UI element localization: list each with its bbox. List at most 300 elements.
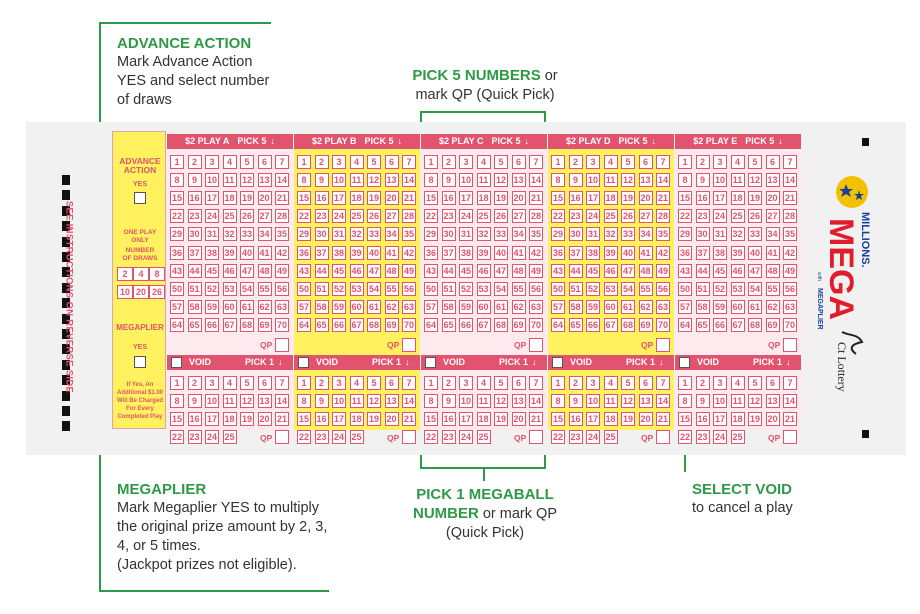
megaball-cell[interactable]: 8 <box>424 394 438 408</box>
number-cell[interactable]: 16 <box>570 193 581 204</box>
megaball-cell[interactable]: 17 <box>714 414 725 425</box>
number-cell[interactable]: 38 <box>206 247 217 258</box>
number-cell[interactable]: 30 <box>570 229 581 240</box>
number-cell[interactable]: 7 <box>275 155 289 169</box>
number-cell[interactable]: 57 <box>298 301 309 312</box>
megaball-cell[interactable]: 21 <box>276 414 287 425</box>
number-cell[interactable]: 68 <box>749 319 760 330</box>
number-cell[interactable]: 3 <box>332 155 346 169</box>
number-cell[interactable]: 26 <box>241 211 252 222</box>
number-cell[interactable]: 60 <box>732 301 743 312</box>
number-cell[interactable]: 58 <box>189 301 200 312</box>
megaball-cell[interactable]: 13 <box>259 396 270 407</box>
number-cell[interactable]: 45 <box>460 265 471 276</box>
megaball-cell[interactable]: 11 <box>223 394 237 408</box>
number-cell[interactable]: 10 <box>587 175 598 186</box>
number-cell[interactable]: 24 <box>460 211 471 222</box>
number-cell[interactable]: 58 <box>697 301 708 312</box>
number-cell[interactable]: 70 <box>530 319 541 330</box>
number-cell[interactable]: 21 <box>403 193 414 204</box>
number-cell[interactable]: 48 <box>513 265 524 276</box>
megaball-cell[interactable]: 1 <box>297 376 311 390</box>
number-cell[interactable]: 6 <box>512 155 526 169</box>
number-cell[interactable]: 24 <box>333 211 344 222</box>
quick-pick-checkbox[interactable] <box>656 338 670 352</box>
number-cell[interactable]: 35 <box>784 229 795 240</box>
megaball-cell[interactable]: 4 <box>350 376 364 390</box>
number-cell[interactable]: 7 <box>529 155 543 169</box>
number-cell[interactable]: 4 <box>731 155 745 169</box>
number-cell[interactable]: 28 <box>530 211 541 222</box>
number-cell[interactable]: 7 <box>656 155 670 169</box>
number-cell[interactable]: 70 <box>403 319 414 330</box>
number-cell[interactable]: 34 <box>386 229 397 240</box>
megaball-cell[interactable]: 22 <box>171 432 182 443</box>
number-cell[interactable]: 28 <box>784 211 795 222</box>
number-cell[interactable]: 6 <box>766 155 780 169</box>
number-cell[interactable]: 2 <box>442 155 456 169</box>
megaball-cell[interactable]: 4 <box>223 376 237 390</box>
number-cell[interactable]: 36 <box>298 247 309 258</box>
number-cell[interactable]: 47 <box>622 265 633 276</box>
number-cell[interactable]: 58 <box>570 301 581 312</box>
number-cell[interactable]: 21 <box>276 193 287 204</box>
number-cell[interactable]: 29 <box>425 229 436 240</box>
megaball-cell[interactable]: 18 <box>605 414 616 425</box>
megaball-cell[interactable]: 14 <box>657 396 668 407</box>
megaball-cell[interactable]: 19 <box>241 414 252 425</box>
number-cell[interactable]: 1 <box>297 155 311 169</box>
number-cell[interactable]: 67 <box>351 319 362 330</box>
number-cell[interactable]: 2 <box>696 155 710 169</box>
megaball-cell[interactable]: 15 <box>171 414 182 425</box>
number-cell[interactable]: 48 <box>259 265 270 276</box>
number-cell[interactable]: 31 <box>714 229 725 240</box>
megaball-cell[interactable]: 9 <box>442 394 456 408</box>
void-checkbox[interactable] <box>679 357 690 368</box>
megaball-cell[interactable]: 11 <box>604 394 618 408</box>
number-cell[interactable]: 37 <box>570 247 581 258</box>
number-cell[interactable]: 26 <box>368 211 379 222</box>
megaball-cell[interactable]: 25 <box>732 432 743 443</box>
megaplier-yes-checkbox[interactable] <box>134 356 146 368</box>
number-cell[interactable]: 27 <box>259 211 270 222</box>
number-cell[interactable]: 4 <box>350 155 364 169</box>
megaball-quick-pick-checkbox[interactable] <box>656 430 670 444</box>
megaball-quick-pick-checkbox[interactable] <box>529 430 543 444</box>
number-cell[interactable]: 68 <box>622 319 633 330</box>
megaball-cell[interactable]: 13 <box>386 396 397 407</box>
number-cell[interactable]: 34 <box>767 229 778 240</box>
number-cell[interactable]: 63 <box>784 301 795 312</box>
number-cell[interactable]: 9 <box>569 173 583 187</box>
number-cell[interactable]: 62 <box>386 301 397 312</box>
number-cell[interactable]: 5 <box>748 155 762 169</box>
number-cell[interactable]: 44 <box>697 265 708 276</box>
megaball-cell[interactable]: 14 <box>276 396 287 407</box>
number-cell[interactable]: 61 <box>368 301 379 312</box>
number-cell[interactable]: 29 <box>679 229 690 240</box>
number-cell[interactable]: 40 <box>368 247 379 258</box>
number-cell[interactable]: 31 <box>587 229 598 240</box>
megaball-cell[interactable]: 2 <box>442 376 456 390</box>
number-cell[interactable]: 23 <box>316 211 327 222</box>
number-cell[interactable]: 18 <box>224 193 235 204</box>
number-cell[interactable]: 42 <box>784 247 795 258</box>
number-cell[interactable]: 9 <box>442 173 456 187</box>
megaball-cell[interactable]: 4 <box>604 376 618 390</box>
number-cell[interactable]: 61 <box>622 301 633 312</box>
megaball-cell[interactable]: 12 <box>495 396 506 407</box>
megaball-cell[interactable]: 24 <box>333 432 344 443</box>
number-cell[interactable]: 55 <box>767 283 778 294</box>
number-cell[interactable]: 16 <box>189 193 200 204</box>
number-cell[interactable]: 14 <box>276 175 287 186</box>
number-cell[interactable]: 11 <box>477 173 491 187</box>
number-cell[interactable]: 62 <box>513 301 524 312</box>
number-cell[interactable]: 62 <box>767 301 778 312</box>
megaball-cell[interactable]: 19 <box>495 414 506 425</box>
number-cell[interactable]: 36 <box>171 247 182 258</box>
megaball-cell[interactable]: 24 <box>587 432 598 443</box>
number-cell[interactable]: 65 <box>316 319 327 330</box>
number-cell[interactable]: 43 <box>298 265 309 276</box>
quick-pick-checkbox[interactable] <box>275 338 289 352</box>
number-cell[interactable]: 7 <box>402 155 416 169</box>
number-cell[interactable]: 4 <box>604 155 618 169</box>
number-cell[interactable]: 43 <box>425 265 436 276</box>
number-cell[interactable]: 52 <box>714 283 725 294</box>
megaball-cell[interactable]: 17 <box>206 414 217 425</box>
number-cell[interactable]: 54 <box>495 283 506 294</box>
number-cell[interactable]: 55 <box>513 283 524 294</box>
number-cell[interactable]: 19 <box>241 193 252 204</box>
number-cell[interactable]: 45 <box>587 265 598 276</box>
number-cell[interactable]: 6 <box>258 155 272 169</box>
number-cell[interactable]: 52 <box>460 283 471 294</box>
number-cell[interactable]: 22 <box>171 211 182 222</box>
number-cell[interactable]: 67 <box>732 319 743 330</box>
number-cell[interactable]: 34 <box>640 229 651 240</box>
megaball-cell[interactable]: 5 <box>748 376 762 390</box>
number-cell[interactable]: 59 <box>587 301 598 312</box>
megaball-cell[interactable]: 19 <box>622 414 633 425</box>
number-cell[interactable]: 67 <box>478 319 489 330</box>
number-cell[interactable]: 38 <box>587 247 598 258</box>
number-cell[interactable]: 37 <box>189 247 200 258</box>
megaball-cell[interactable]: 18 <box>351 414 362 425</box>
megaball-cell[interactable]: 7 <box>275 376 289 390</box>
megaball-cell[interactable]: 24 <box>714 432 725 443</box>
number-cell[interactable]: 50 <box>171 283 182 294</box>
megaball-cell[interactable]: 6 <box>766 376 780 390</box>
number-cell[interactable]: 56 <box>276 283 287 294</box>
number-cell[interactable]: 70 <box>784 319 795 330</box>
number-cell[interactable]: 30 <box>316 229 327 240</box>
megaball-cell[interactable]: 18 <box>224 414 235 425</box>
megaball-cell[interactable]: 6 <box>512 376 526 390</box>
number-cell[interactable]: 39 <box>351 247 362 258</box>
megaball-cell[interactable]: 11 <box>350 394 364 408</box>
number-cell[interactable]: 10 <box>206 175 217 186</box>
megaball-cell[interactable]: 20 <box>386 414 397 425</box>
number-cell[interactable]: 60 <box>351 301 362 312</box>
void-checkbox[interactable] <box>171 357 182 368</box>
number-cell[interactable]: 14 <box>530 175 541 186</box>
number-cell[interactable]: 65 <box>443 319 454 330</box>
number-cell[interactable]: 31 <box>333 229 344 240</box>
number-cell[interactable]: 26 <box>495 211 506 222</box>
megaball-cell[interactable]: 22 <box>298 432 309 443</box>
number-cell[interactable]: 18 <box>351 193 362 204</box>
megaball-cell[interactable]: 13 <box>513 396 524 407</box>
number-cell[interactable]: 50 <box>298 283 309 294</box>
number-cell[interactable]: 44 <box>189 265 200 276</box>
draws-option[interactable]: 10 <box>117 285 133 299</box>
number-cell[interactable]: 55 <box>640 283 651 294</box>
number-cell[interactable]: 35 <box>276 229 287 240</box>
number-cell[interactable]: 26 <box>749 211 760 222</box>
number-cell[interactable]: 41 <box>513 247 524 258</box>
megaball-cell[interactable]: 5 <box>240 376 254 390</box>
number-cell[interactable]: 39 <box>478 247 489 258</box>
number-cell[interactable]: 28 <box>276 211 287 222</box>
number-cell[interactable]: 10 <box>460 175 471 186</box>
number-cell[interactable]: 49 <box>403 265 414 276</box>
number-cell[interactable]: 38 <box>460 247 471 258</box>
number-cell[interactable]: 54 <box>622 283 633 294</box>
number-cell[interactable]: 17 <box>206 193 217 204</box>
megaball-cell[interactable]: 7 <box>529 376 543 390</box>
megaball-cell[interactable]: 8 <box>678 394 692 408</box>
number-cell[interactable]: 57 <box>679 301 690 312</box>
number-cell[interactable]: 23 <box>189 211 200 222</box>
number-cell[interactable]: 38 <box>333 247 344 258</box>
number-cell[interactable]: 21 <box>784 193 795 204</box>
number-cell[interactable]: 12 <box>749 175 760 186</box>
number-cell[interactable]: 19 <box>749 193 760 204</box>
megaball-cell[interactable]: 12 <box>241 396 252 407</box>
megaball-cell[interactable]: 15 <box>679 414 690 425</box>
number-cell[interactable]: 47 <box>749 265 760 276</box>
number-cell[interactable]: 12 <box>622 175 633 186</box>
megaball-cell[interactable]: 13 <box>640 396 651 407</box>
number-cell[interactable]: 14 <box>784 175 795 186</box>
megaball-cell[interactable]: 14 <box>403 396 414 407</box>
number-cell[interactable]: 50 <box>425 283 436 294</box>
number-cell[interactable]: 64 <box>171 319 182 330</box>
number-cell[interactable]: 48 <box>640 265 651 276</box>
number-cell[interactable]: 5 <box>621 155 635 169</box>
megaball-cell[interactable]: 3 <box>205 376 219 390</box>
number-cell[interactable]: 59 <box>206 301 217 312</box>
number-cell[interactable]: 32 <box>224 229 235 240</box>
number-cell[interactable]: 16 <box>316 193 327 204</box>
number-cell[interactable]: 46 <box>732 265 743 276</box>
megaball-cell[interactable]: 19 <box>749 414 760 425</box>
megaball-cell[interactable]: 21 <box>403 414 414 425</box>
number-cell[interactable]: 40 <box>749 247 760 258</box>
number-cell[interactable]: 24 <box>714 211 725 222</box>
megaball-cell[interactable]: 20 <box>767 414 778 425</box>
megaball-cell[interactable]: 9 <box>569 394 583 408</box>
number-cell[interactable]: 33 <box>241 229 252 240</box>
number-cell[interactable]: 57 <box>171 301 182 312</box>
number-cell[interactable]: 43 <box>171 265 182 276</box>
number-cell[interactable]: 17 <box>333 193 344 204</box>
megaball-cell[interactable]: 16 <box>316 414 327 425</box>
number-cell[interactable]: 43 <box>679 265 690 276</box>
megaball-cell[interactable]: 10 <box>714 396 725 407</box>
number-cell[interactable]: 49 <box>530 265 541 276</box>
number-cell[interactable]: 1 <box>424 155 438 169</box>
number-cell[interactable]: 61 <box>749 301 760 312</box>
number-cell[interactable]: 59 <box>333 301 344 312</box>
megaball-cell[interactable]: 19 <box>368 414 379 425</box>
number-cell[interactable]: 42 <box>657 247 668 258</box>
number-cell[interactable]: 47 <box>495 265 506 276</box>
number-cell[interactable]: 30 <box>443 229 454 240</box>
megaball-quick-pick-checkbox[interactable] <box>275 430 289 444</box>
megaball-cell[interactable]: 20 <box>640 414 651 425</box>
number-cell[interactable]: 49 <box>657 265 668 276</box>
megaball-cell[interactable]: 7 <box>783 376 797 390</box>
number-cell[interactable]: 5 <box>240 155 254 169</box>
number-cell[interactable]: 32 <box>478 229 489 240</box>
megaball-cell[interactable]: 1 <box>678 376 692 390</box>
number-cell[interactable]: 36 <box>552 247 563 258</box>
number-cell[interactable]: 42 <box>530 247 541 258</box>
number-cell[interactable]: 34 <box>513 229 524 240</box>
number-cell[interactable]: 1 <box>551 155 565 169</box>
number-cell[interactable]: 16 <box>443 193 454 204</box>
number-cell[interactable]: 49 <box>784 265 795 276</box>
number-cell[interactable]: 61 <box>241 301 252 312</box>
number-cell[interactable]: 60 <box>224 301 235 312</box>
number-cell[interactable]: 15 <box>298 193 309 204</box>
megaball-cell[interactable]: 20 <box>259 414 270 425</box>
number-cell[interactable]: 17 <box>714 193 725 204</box>
number-cell[interactable]: 34 <box>259 229 270 240</box>
number-cell[interactable]: 32 <box>605 229 616 240</box>
number-cell[interactable]: 31 <box>206 229 217 240</box>
number-cell[interactable]: 26 <box>622 211 633 222</box>
megaball-cell[interactable]: 22 <box>679 432 690 443</box>
megaball-cell[interactable]: 6 <box>258 376 272 390</box>
number-cell[interactable]: 20 <box>640 193 651 204</box>
number-cell[interactable]: 33 <box>368 229 379 240</box>
number-cell[interactable]: 43 <box>552 265 563 276</box>
number-cell[interactable]: 47 <box>368 265 379 276</box>
number-cell[interactable]: 62 <box>640 301 651 312</box>
megaball-quick-pick-checkbox[interactable] <box>402 430 416 444</box>
number-cell[interactable]: 68 <box>495 319 506 330</box>
number-cell[interactable]: 44 <box>443 265 454 276</box>
number-cell[interactable]: 29 <box>171 229 182 240</box>
number-cell[interactable]: 39 <box>732 247 743 258</box>
number-cell[interactable]: 10 <box>714 175 725 186</box>
number-cell[interactable]: 39 <box>605 247 616 258</box>
number-cell[interactable]: 15 <box>425 193 436 204</box>
number-cell[interactable]: 30 <box>189 229 200 240</box>
number-cell[interactable]: 52 <box>587 283 598 294</box>
megaball-cell[interactable]: 17 <box>333 414 344 425</box>
number-cell[interactable]: 25 <box>224 211 235 222</box>
megaball-cell[interactable]: 17 <box>587 414 598 425</box>
number-cell[interactable]: 54 <box>368 283 379 294</box>
number-cell[interactable]: 21 <box>657 193 668 204</box>
megaball-cell[interactable]: 14 <box>530 396 541 407</box>
number-cell[interactable]: 12 <box>241 175 252 186</box>
megaball-cell[interactable]: 9 <box>696 394 710 408</box>
number-cell[interactable]: 45 <box>714 265 725 276</box>
megaball-cell[interactable]: 8 <box>551 394 565 408</box>
number-cell[interactable]: 51 <box>189 283 200 294</box>
megaball-cell[interactable]: 3 <box>586 376 600 390</box>
megaball-cell[interactable]: 18 <box>478 414 489 425</box>
number-cell[interactable]: 55 <box>386 283 397 294</box>
number-cell[interactable]: 47 <box>241 265 252 276</box>
number-cell[interactable]: 1 <box>678 155 692 169</box>
number-cell[interactable]: 32 <box>351 229 362 240</box>
number-cell[interactable]: 11 <box>604 173 618 187</box>
number-cell[interactable]: 44 <box>316 265 327 276</box>
megaball-cell[interactable]: 21 <box>530 414 541 425</box>
number-cell[interactable]: 69 <box>259 319 270 330</box>
megaball-cell[interactable]: 9 <box>188 394 202 408</box>
number-cell[interactable]: 22 <box>679 211 690 222</box>
number-cell[interactable]: 58 <box>316 301 327 312</box>
number-cell[interactable]: 27 <box>767 211 778 222</box>
number-cell[interactable]: 13 <box>386 175 397 186</box>
megaball-cell[interactable]: 25 <box>605 432 616 443</box>
number-cell[interactable]: 29 <box>552 229 563 240</box>
megaball-cell[interactable]: 15 <box>425 414 436 425</box>
number-cell[interactable]: 50 <box>552 283 563 294</box>
megaball-cell[interactable]: 5 <box>494 376 508 390</box>
number-cell[interactable]: 66 <box>714 319 725 330</box>
advance-yes-checkbox[interactable] <box>134 192 146 204</box>
number-cell[interactable]: 66 <box>460 319 471 330</box>
number-cell[interactable]: 65 <box>697 319 708 330</box>
megaball-cell[interactable]: 23 <box>443 432 454 443</box>
megaball-cell[interactable]: 3 <box>713 376 727 390</box>
number-cell[interactable]: 53 <box>605 283 616 294</box>
number-cell[interactable]: 3 <box>459 155 473 169</box>
megaball-cell[interactable]: 6 <box>385 376 399 390</box>
megaball-cell[interactable]: 22 <box>552 432 563 443</box>
megaball-cell[interactable]: 6 <box>639 376 653 390</box>
megaball-cell[interactable]: 8 <box>297 394 311 408</box>
number-cell[interactable]: 59 <box>714 301 725 312</box>
number-cell[interactable]: 27 <box>640 211 651 222</box>
number-cell[interactable]: 41 <box>386 247 397 258</box>
number-cell[interactable]: 54 <box>749 283 760 294</box>
number-cell[interactable]: 24 <box>587 211 598 222</box>
megaball-cell[interactable]: 23 <box>570 432 581 443</box>
megaball-cell[interactable]: 23 <box>697 432 708 443</box>
number-cell[interactable]: 40 <box>622 247 633 258</box>
void-checkbox[interactable] <box>425 357 436 368</box>
number-cell[interactable]: 68 <box>368 319 379 330</box>
number-cell[interactable]: 25 <box>351 211 362 222</box>
megaball-cell[interactable]: 18 <box>732 414 743 425</box>
megaball-cell[interactable]: 21 <box>784 414 795 425</box>
megaball-cell[interactable]: 9 <box>315 394 329 408</box>
number-cell[interactable]: 8 <box>297 173 311 187</box>
number-cell[interactable]: 15 <box>552 193 563 204</box>
number-cell[interactable]: 65 <box>570 319 581 330</box>
